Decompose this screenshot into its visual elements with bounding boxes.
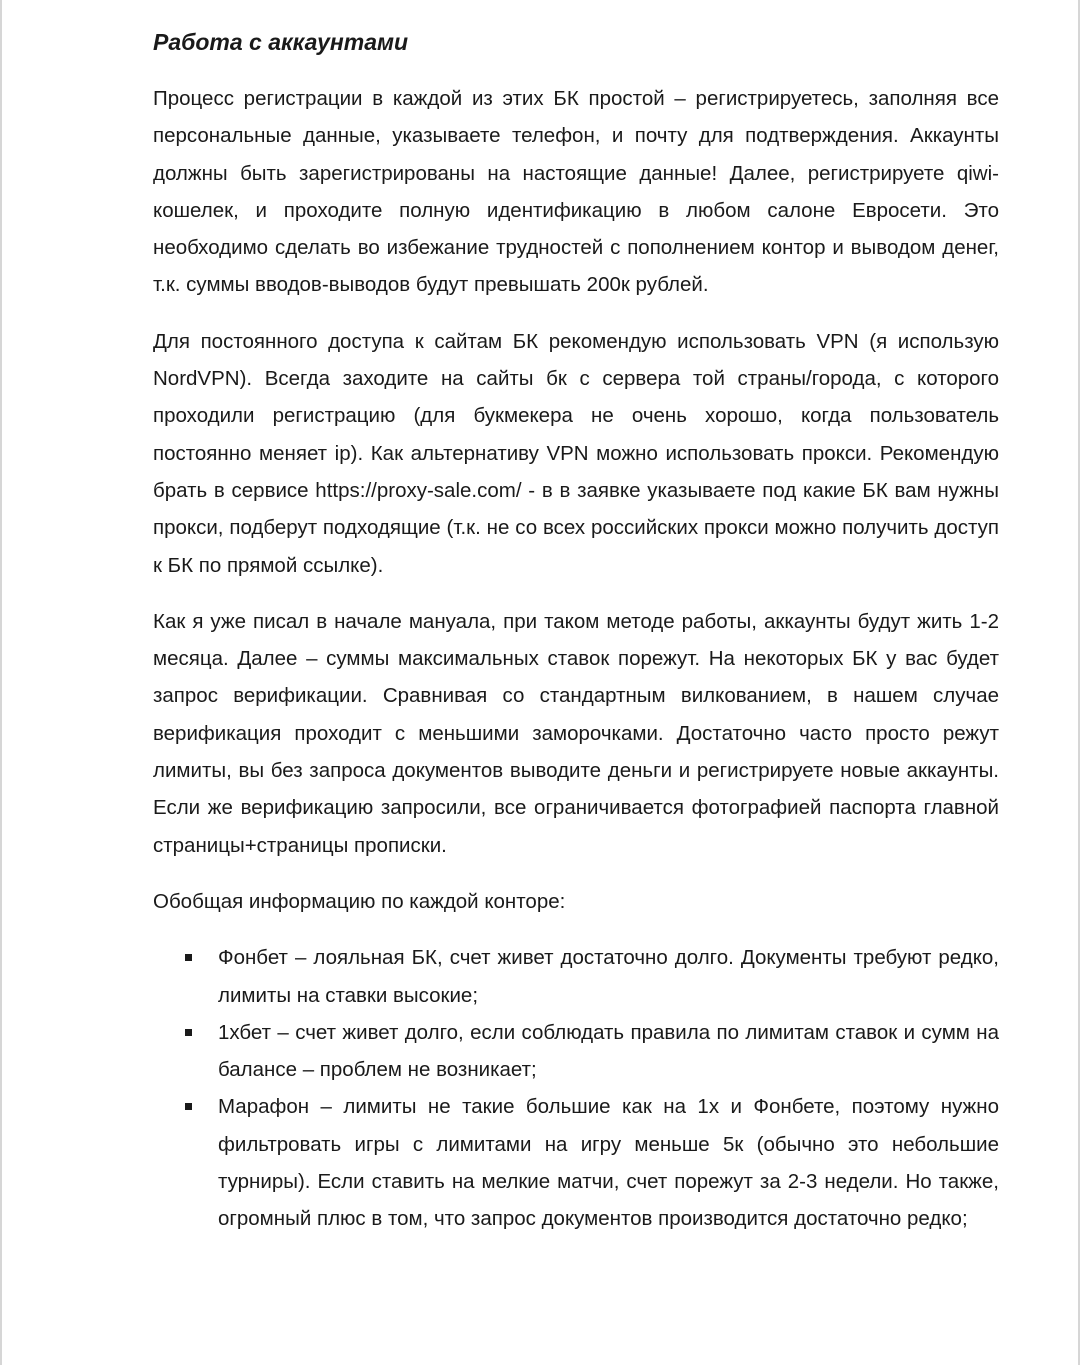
list-item-1xbet: [153, 1014, 999, 1089]
square-bullet-icon: [185, 1103, 192, 1110]
list-item-text: 1хбет – счет живет долго, если соблюдать правила по лимитам ставок и сумм на балансе – проблем не возникает;: [218, 1020, 999, 1082]
list-item-fonbet: [153, 939, 999, 1014]
section-heading: Работа с аккаунтами: [153, 29, 409, 55]
paragraph-vpn-access: Для постоянного доступа к сайтам БК рекомендую использовать VPN (я использую NordVPN). Всегда заходите на сайты бк с сервера той страны/города, с которого проходили регистрацию (для букмекера не очень хорошо, когда пользователь постоянно меняет ip). Как альтернативу VPN можно использовать прокси. Рекомендую брать в сервисе https://proxy-sale.com/ - в в заявке указываете под какие БК вам нужны прокси, подберут подходящие (т.к. не со всех российских прокси можно получить доступ к БК по прямой ссылке).: [153, 329, 999, 577]
list-item-text: Марафон – лимиты не такие большие как на 1х и Фонбете, поэтому нужно фильтровать игры с лимитами на игру меньше 5к (обычно это небольшие турниры). Если ставить на мелкие матчи, счет порежут за 2-3 недели. Но также, огромный плюс в том, что запрос документов производится достаточно редко;: [218, 1095, 999, 1231]
list-item-text: Фонбет – лояльная БК, счет живет достаточно долго. Документы требуют редко, лимиты на ставки высокие;: [218, 946, 999, 1007]
page-edge-left: [0, 0, 2, 1365]
paragraph-summary-intro: Обобщая информацию по каждой конторе:: [153, 889, 566, 913]
paragraph-registration: Процесс регистрации в каждой из этих БК простой – регистрируетесь, заполняя все персональные данные, указываете телефон, и почту для подтверждения. Аккаунты должны быть зарегистрированы на настоящие данные! Далее, регистрируете qiwi-кошелек, и проходите полную идентификацию в любом салоне Евросети. Это необходимо сделать во избежание трудностей с пополнением контор и выводом денег, т.к. суммы вводов-выводов будут превышать 200к рублей.: [153, 87, 999, 297]
list-item-marathon: [153, 1088, 999, 1237]
paragraph-account-lifetime: Как я уже писал в начале мануала, при таком методе работы, аккаунты будут жить 1-2 месяца. Далее – суммы максимальных ставок порежут. На некоторых БК у вас будет запрос верификации. Сравнивая со стандартным вилкованием, в нашем случае верификация проходит с меньшими заморочками. Достаточно часто просто режут лимиты, вы без запроса документов выводите деньги и регистрируете новые аккаунты. Если же верификацию запросили, все ограничивается фотографией паспорта главной страницы+страницы прописки.: [153, 609, 999, 857]
document-body: [153, 24, 999, 1238]
square-bullet-icon: [185, 1029, 192, 1036]
bookmaker-list: [153, 939, 999, 1237]
square-bullet-icon: [185, 954, 192, 961]
